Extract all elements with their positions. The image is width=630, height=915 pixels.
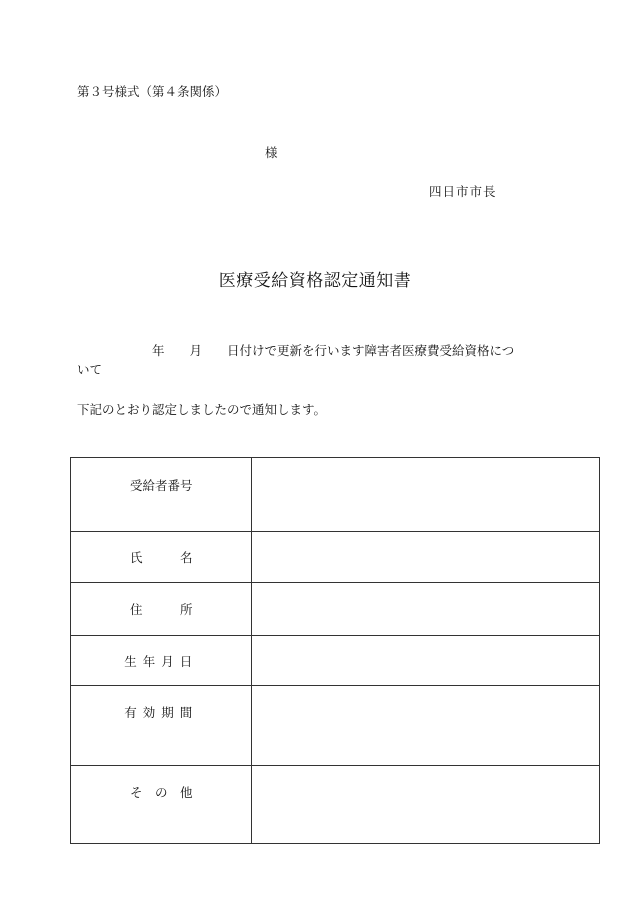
intro-line: 年 月 日付けで更新を行います障害者医療費受給資格につ [77,343,515,358]
sender-name: 四日市市長 [429,184,497,199]
row-label-birthdate: 生年月日 [71,636,252,686]
row-value-name [252,532,600,583]
table-row [71,532,600,583]
notice-line: 下記のとおり認定しましたので通知します。 [77,402,327,417]
table-row [71,458,600,532]
row-label-name: 氏 名 [71,532,252,583]
table-row [71,636,600,686]
row-value-address [252,583,600,636]
table-row [71,766,600,844]
row-label-recipient-number: 受給者番号 [71,458,252,532]
row-label-address: 住 所 [71,583,252,636]
row-value-recipient-number [252,458,600,532]
table-row [71,583,600,636]
form-number: 第３号様式（第４条関係） [77,84,228,99]
document-title: 医療受給資格認定通知書 [218,271,412,291]
intro-line-continuation: いて [77,362,103,377]
table-row [71,686,600,766]
addressee-suffix: 様 [265,145,278,160]
row-label-validity-period: 有効期間 [71,686,252,766]
recipient-info-table [70,457,600,844]
row-value-other [252,766,600,844]
row-value-validity-period [252,686,600,766]
row-label-other: そ の 他 [71,766,252,844]
row-value-birthdate [252,636,600,686]
